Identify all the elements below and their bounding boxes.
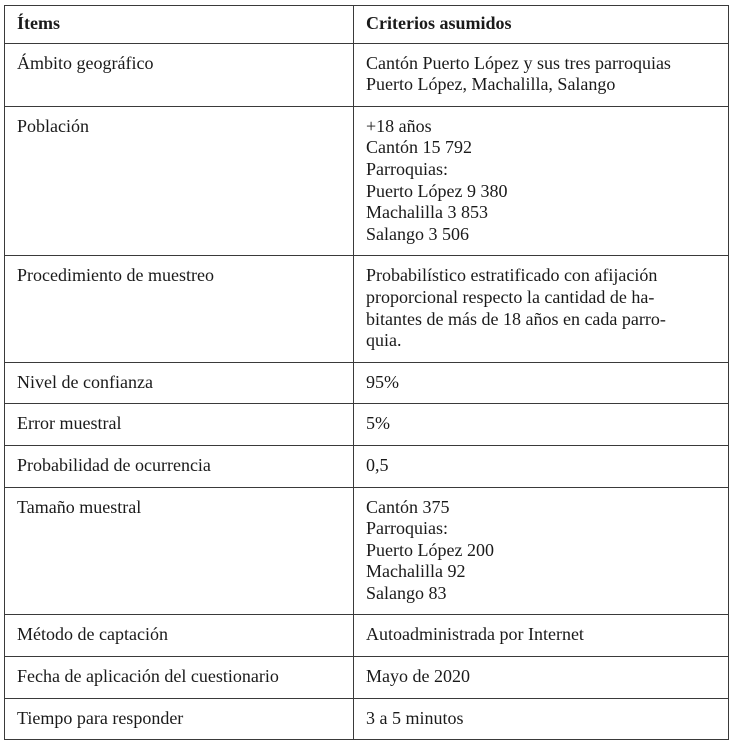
criteria-line: 95%	[366, 371, 399, 392]
criteria-line: Salango 3 506	[366, 223, 469, 244]
item-cell: Probabilidad de ocurrencia	[5, 445, 354, 487]
criteria-line: 3 a 5 minutos	[366, 707, 464, 728]
table-row	[5, 445, 729, 487]
table-row	[5, 362, 729, 404]
criteria-line: Machalilla 3 853	[366, 202, 488, 223]
criteria-line: Autoadministrada por Internet	[366, 624, 584, 645]
item-cell: Fecha de aplicación del cuestionario	[5, 657, 354, 699]
criteria-line: Mayo de 2020	[366, 666, 470, 687]
criteria-line: Cantón 375	[366, 496, 450, 517]
criteria-line: 0,5	[366, 454, 389, 475]
table-row	[5, 698, 729, 740]
criteria-line: Salango 83	[366, 582, 447, 603]
criteria-line: Puerto López, Machalilla, Salango	[366, 74, 616, 95]
table-row	[5, 256, 729, 362]
criteria-line: Parroquias:	[366, 518, 448, 539]
criteria-line: bitantes de más de 18 años en cada parro-	[366, 308, 666, 329]
criteria-cell	[354, 362, 729, 404]
criteria-cell	[354, 487, 729, 615]
criteria-cell	[354, 43, 729, 106]
criteria-cell	[354, 615, 729, 657]
table-row	[5, 657, 729, 699]
criteria-cell	[354, 698, 729, 740]
criteria-cell	[354, 445, 729, 487]
criteria-line: Cantón 15 792	[366, 137, 472, 158]
header-row	[5, 6, 729, 44]
criteria-line: Probabilístico estratificado con afijación	[366, 265, 658, 286]
item-cell: Tamaño muestral	[5, 487, 354, 615]
table-row	[5, 487, 729, 615]
item-cell: Método de captación	[5, 615, 354, 657]
criteria-line: Machalilla 92	[366, 561, 466, 582]
table-row	[5, 404, 729, 446]
criteria-cell	[354, 657, 729, 699]
criteria-line: 5%	[366, 413, 390, 434]
header-criteria: Criterios asumidos	[354, 6, 729, 44]
item-cell: Nivel de confianza	[5, 362, 354, 404]
table-row	[5, 106, 729, 256]
table-row	[5, 615, 729, 657]
item-cell: Ámbito geográfico	[5, 43, 354, 106]
criteria-cell	[354, 106, 729, 256]
item-cell: Población	[5, 106, 354, 256]
criteria-line: Puerto López 200	[366, 539, 494, 560]
criteria-table	[4, 5, 729, 740]
header-items: Ítems	[5, 6, 354, 44]
criteria-cell	[354, 404, 729, 446]
criteria-line: quia.	[366, 330, 402, 351]
item-cell: Tiempo para responder	[5, 698, 354, 740]
criteria-line: Cantón Puerto López y sus tres parroquias	[366, 52, 671, 73]
criteria-cell	[354, 256, 729, 362]
item-cell: Procedimiento de muestreo	[5, 256, 354, 362]
item-cell: Error muestral	[5, 404, 354, 446]
criteria-line: Puerto López 9 380	[366, 180, 508, 201]
criteria-line: +18 años	[366, 115, 432, 136]
criteria-line: proporcional respecto la cantidad de ha-	[366, 286, 655, 307]
table-row	[5, 43, 729, 106]
criteria-line: Parroquias:	[366, 158, 448, 179]
